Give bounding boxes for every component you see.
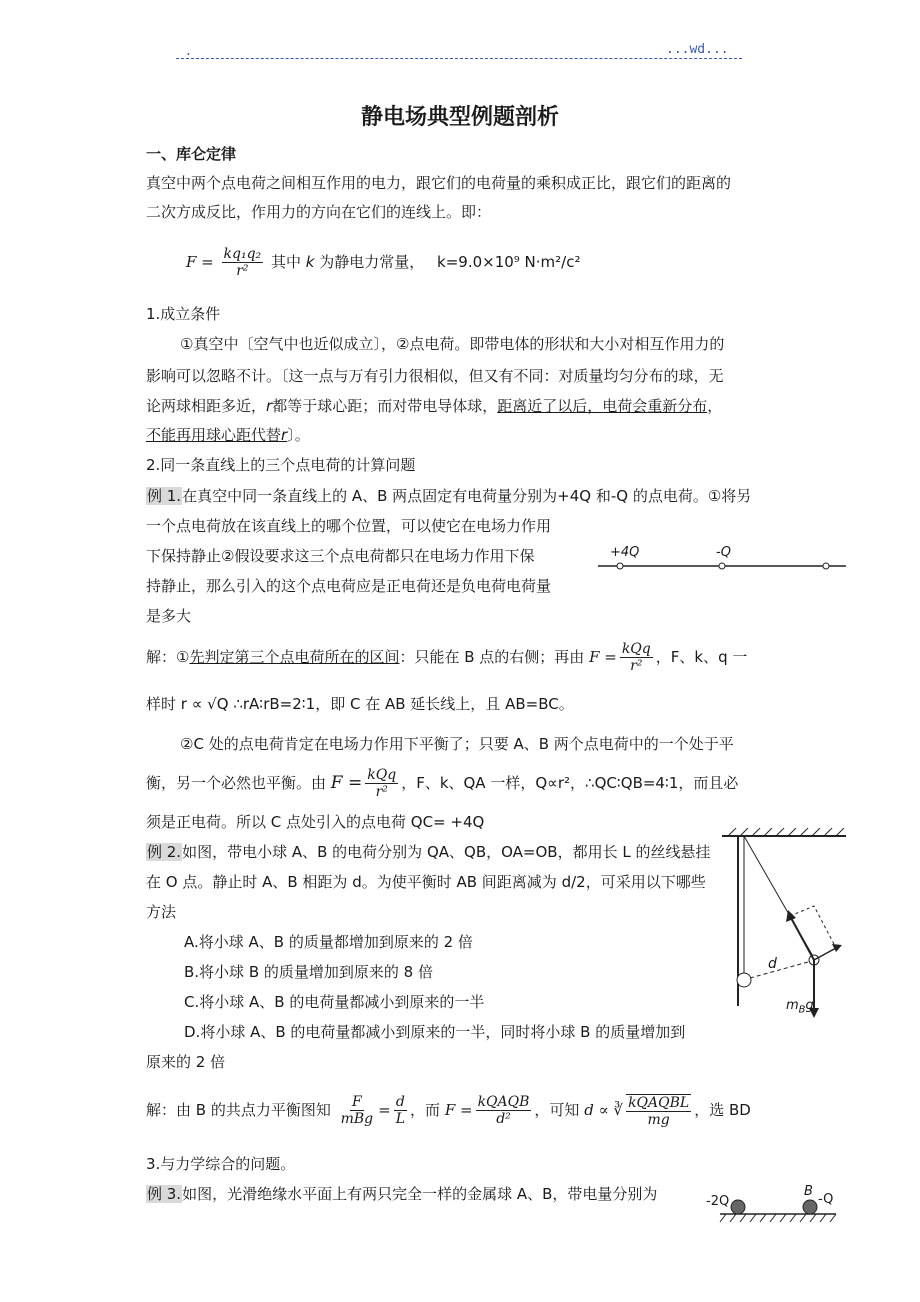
pendulum-figure (718, 828, 868, 1024)
ex2-frac-3-den: d² (496, 1111, 511, 1127)
fig2-sub: B (798, 1004, 806, 1016)
example-1-line-2: 一个点电荷放在该直线上的哪个位置，可以使它在电场力作用 (146, 517, 552, 535)
sol1-mid: ：只能在 B 点的右侧；再由 (399, 648, 585, 666)
example-2-line-2: 在 O 点。静止时 A、B 相距为 d。为使平衡时 AB 间距离减为 d/2，可采用以下哪些 (146, 873, 706, 891)
formula-desc: 为静电力常量， (319, 253, 425, 271)
example-1-line-3: 下保持静止②假设要求这三个点电荷都只在电场力作用下保 (146, 547, 535, 565)
option-b: B.将小球 B 的质量增加到原来的 8 倍 (184, 963, 433, 981)
conditions-line-3 (146, 396, 722, 416)
ground-hatch (720, 1214, 836, 1222)
conditions-line-1: ①真空中〔空气中也近似成立〕，②点电荷。即带电体的形状和大小对相互作用力的 (180, 335, 725, 353)
fig3-left-charge: -2Q (706, 1194, 730, 1209)
coulomb-intro-line-1: 真空中两个点电荷之间相互作用的电力，跟它们的电荷量的乘积成正比，跟它们的距离的 (146, 174, 732, 192)
formula-denominator: r² (236, 263, 249, 279)
ex2-frac-4 (626, 1094, 691, 1128)
option-a: A.将小球 A、B 的质量都增加到原来的 2 倍 (184, 933, 473, 951)
ex2-frac-2 (394, 1094, 407, 1127)
header-dashed-line (176, 58, 742, 59)
example-2-line-3: 方法 (146, 903, 177, 921)
distance-line (750, 962, 808, 978)
option-c: C.将小球 A、B 的电荷量都减小到原来的一半 (184, 993, 485, 1011)
fig2-g: g (805, 998, 814, 1013)
example-2-line-1 (146, 842, 710, 862)
conditions-line-3b: 都等于球心距；而对带电导体球， (272, 397, 498, 415)
ex2-eq: = (378, 1101, 391, 1119)
ex2-frac-4-den: mg (647, 1111, 670, 1128)
ex2-sol-prefix: 解：由 B 的共点力平衡图知 (146, 1101, 331, 1119)
fig3-b-label: B (804, 1184, 813, 1199)
formula-k: k (305, 253, 315, 271)
formula-k-value: k=9.0×10⁹ N·m²/c² (437, 253, 581, 271)
solution-2-line-3: 须是正电荷。所以 C 点处引入的点电荷 QC= +4Q (146, 813, 485, 831)
fig2-m: m (786, 998, 799, 1013)
fig2-d-label: d (768, 956, 777, 972)
tension-arrow (790, 916, 814, 960)
sol2-den: r² (375, 784, 388, 800)
fig3-right-charge: -Q (818, 1192, 834, 1207)
ex2-sol-mid2: ，可知 (534, 1101, 580, 1119)
ex2-frac-1-den: mBg (340, 1111, 374, 1127)
ex2-sol-tail: ，选 BD (694, 1101, 751, 1119)
point-a (617, 563, 623, 569)
sol1-den: r² (630, 658, 643, 674)
solution-2-line-1: ②C 处的点电荷肯定在电场力作用下平衡了；只要 A、B 两个点电荷中的一个处于平 (180, 735, 734, 753)
example-2-text-1: 如图，带电小球 A、B 的电荷分别为 QA、QB，OA=OB，都用长 L 的丝线悬挂 (182, 843, 711, 861)
example-1-text-1: 在真空中同一条直线上的 A、B 两点固定有电荷量分别为+4Q 和-Q 的点电荷。①将另 (182, 487, 752, 505)
solution-1-line-2: 样时 r ∝ √Q ∴rA∶rB=2∶1，即 C 在 AB 延长线上，且 AB=BC。 (146, 695, 574, 713)
conditions-r-2: r (281, 426, 288, 444)
ex2-frac-2-den: L (395, 1111, 406, 1127)
conditions-underline-2: 不能再用球心距代替 (146, 426, 282, 444)
fig1-minus-charge: -Q (716, 545, 731, 560)
option-d-line-1: D.将小球 A、B 的电荷量都减小到原来的一半，同时将小球 B 的质量增加到 (184, 1023, 686, 1041)
section-heading-coulomb: 一、库仑定律 (146, 145, 237, 163)
force-arrow (814, 948, 836, 960)
example-1-line-4: 持静止，那么引入的这个点电荷应是正电荷还是负电荷电荷量 (146, 577, 552, 595)
coulomb-formula (186, 242, 581, 282)
header-left-mark: . (186, 41, 191, 59)
option-d-line-2: 原来的 2 倍 (146, 1053, 226, 1071)
conditions-r: r (266, 397, 273, 415)
conditions-line-2: 影响可以忽略不计。〔这一点与万有引力很相似，但又有不同：对质量均匀分布的球，无 (146, 367, 724, 385)
fig2-mass-label (786, 996, 814, 1021)
ceiling-hatch (728, 828, 844, 836)
example-2-tag: 例 2. (147, 843, 182, 861)
example-1-line-5: 是多大 (146, 607, 192, 625)
sol2-fraction (365, 767, 398, 800)
ball-a (737, 973, 751, 987)
coulomb-intro-line-2: 二次方成反比，作用力的方向在它们的连线上。即： (146, 203, 492, 221)
formula-where: 其中 (270, 253, 301, 271)
ex2-frac-2-num: d (395, 1094, 405, 1110)
sol2-num: kQq (367, 767, 397, 783)
example-1-line-1 (146, 486, 751, 506)
conditions-heading: 1.成立条件 (146, 305, 221, 323)
example-3-text-1: 如图，光滑绝缘水平面上有两只完全一样的金属球 A、B，带电量分别为 (182, 1185, 658, 1203)
formula-fraction (222, 246, 264, 279)
point-c (823, 563, 829, 569)
formula-numerator: kq₁q₂ (223, 246, 262, 262)
ex2-frac-3-num: kQAQB (477, 1094, 530, 1110)
ex2-frac-1-num: F (352, 1094, 362, 1110)
conditions-line-3a: 论两球相距多近， (146, 397, 267, 415)
ex2-frac-3 (476, 1094, 532, 1127)
sol2-prefix: 衡，另一个必然也平衡。由 (146, 774, 327, 792)
sol1-prefix: 解：① (146, 648, 190, 666)
ex2-sol-mid: ，而 (410, 1101, 441, 1119)
sol1-underline: 先判定第三个点电荷所在的区间 (189, 648, 400, 666)
example-1-tag: 例 1. (147, 487, 182, 505)
ex2-frac-1 (339, 1094, 376, 1127)
formula-lhs: F = (186, 253, 214, 271)
conditions-underline-1: 距离近了以后，电荷会重新分布 (497, 397, 708, 415)
example-3-tag: 例 3. (147, 1185, 182, 1203)
page-title: 静电场典型例题剖析 (360, 105, 559, 130)
sol1-num: kQq (621, 641, 651, 657)
conditions-line-4 (146, 425, 310, 445)
sphere-a (731, 1200, 745, 1214)
force-arrowhead (832, 944, 842, 952)
point-b (719, 563, 725, 569)
sol1-tail: ，F、k、q 一 (655, 648, 748, 666)
example-3-line-1 (146, 1184, 657, 1204)
example-2-solution: 解：由 B 的共点力平衡图知 $\frac{F}{\text{mBg}}$ = $\frac{d}{L}$ ，而 F = $\frac{\text{kQAQB}}{\text{d²}}$ ，可知 d ∝ ∛ $\frac{\text{kQAQBL}}{mg}$ ，选 BD (146, 1094, 751, 1128)
fig1-plus-charge: +4Q (610, 545, 640, 560)
solution-2-line-2: 衡，另一个必然也平衡。由 F = $\frac{\text{kQq}}{\text{r²}}$ ，F、k、QA 一样，Q∝r²，∴QC∶QB=4∶1，而且必 (146, 767, 739, 800)
three-charges-heading: 2.同一条直线上的三个点电荷的计算问题 (146, 456, 416, 474)
mechanics-heading: 3.与力学综合的问题。 (146, 1155, 296, 1173)
conditions-line-4b: 〕。 (287, 426, 310, 444)
sphere-b (803, 1200, 817, 1214)
solution-1-line-1: 解：①先判定第三个点电荷所在的区间：只能在 B 点的右侧；再由 F = $\frac{\text{kQq}}{\text{r²}}$ ，F、k、q 一 (146, 641, 748, 674)
ex2-frac-4-num: kQAQBL (628, 1094, 690, 1111)
sol1-fraction (620, 641, 653, 674)
conditions-line-3c: ， (707, 397, 723, 415)
header-right-mark: ...wd... (666, 42, 729, 57)
sol2-tail: ，F、k、QA 一样，Q∝r²，∴QC∶QB=4∶1，而且必 (401, 774, 739, 792)
